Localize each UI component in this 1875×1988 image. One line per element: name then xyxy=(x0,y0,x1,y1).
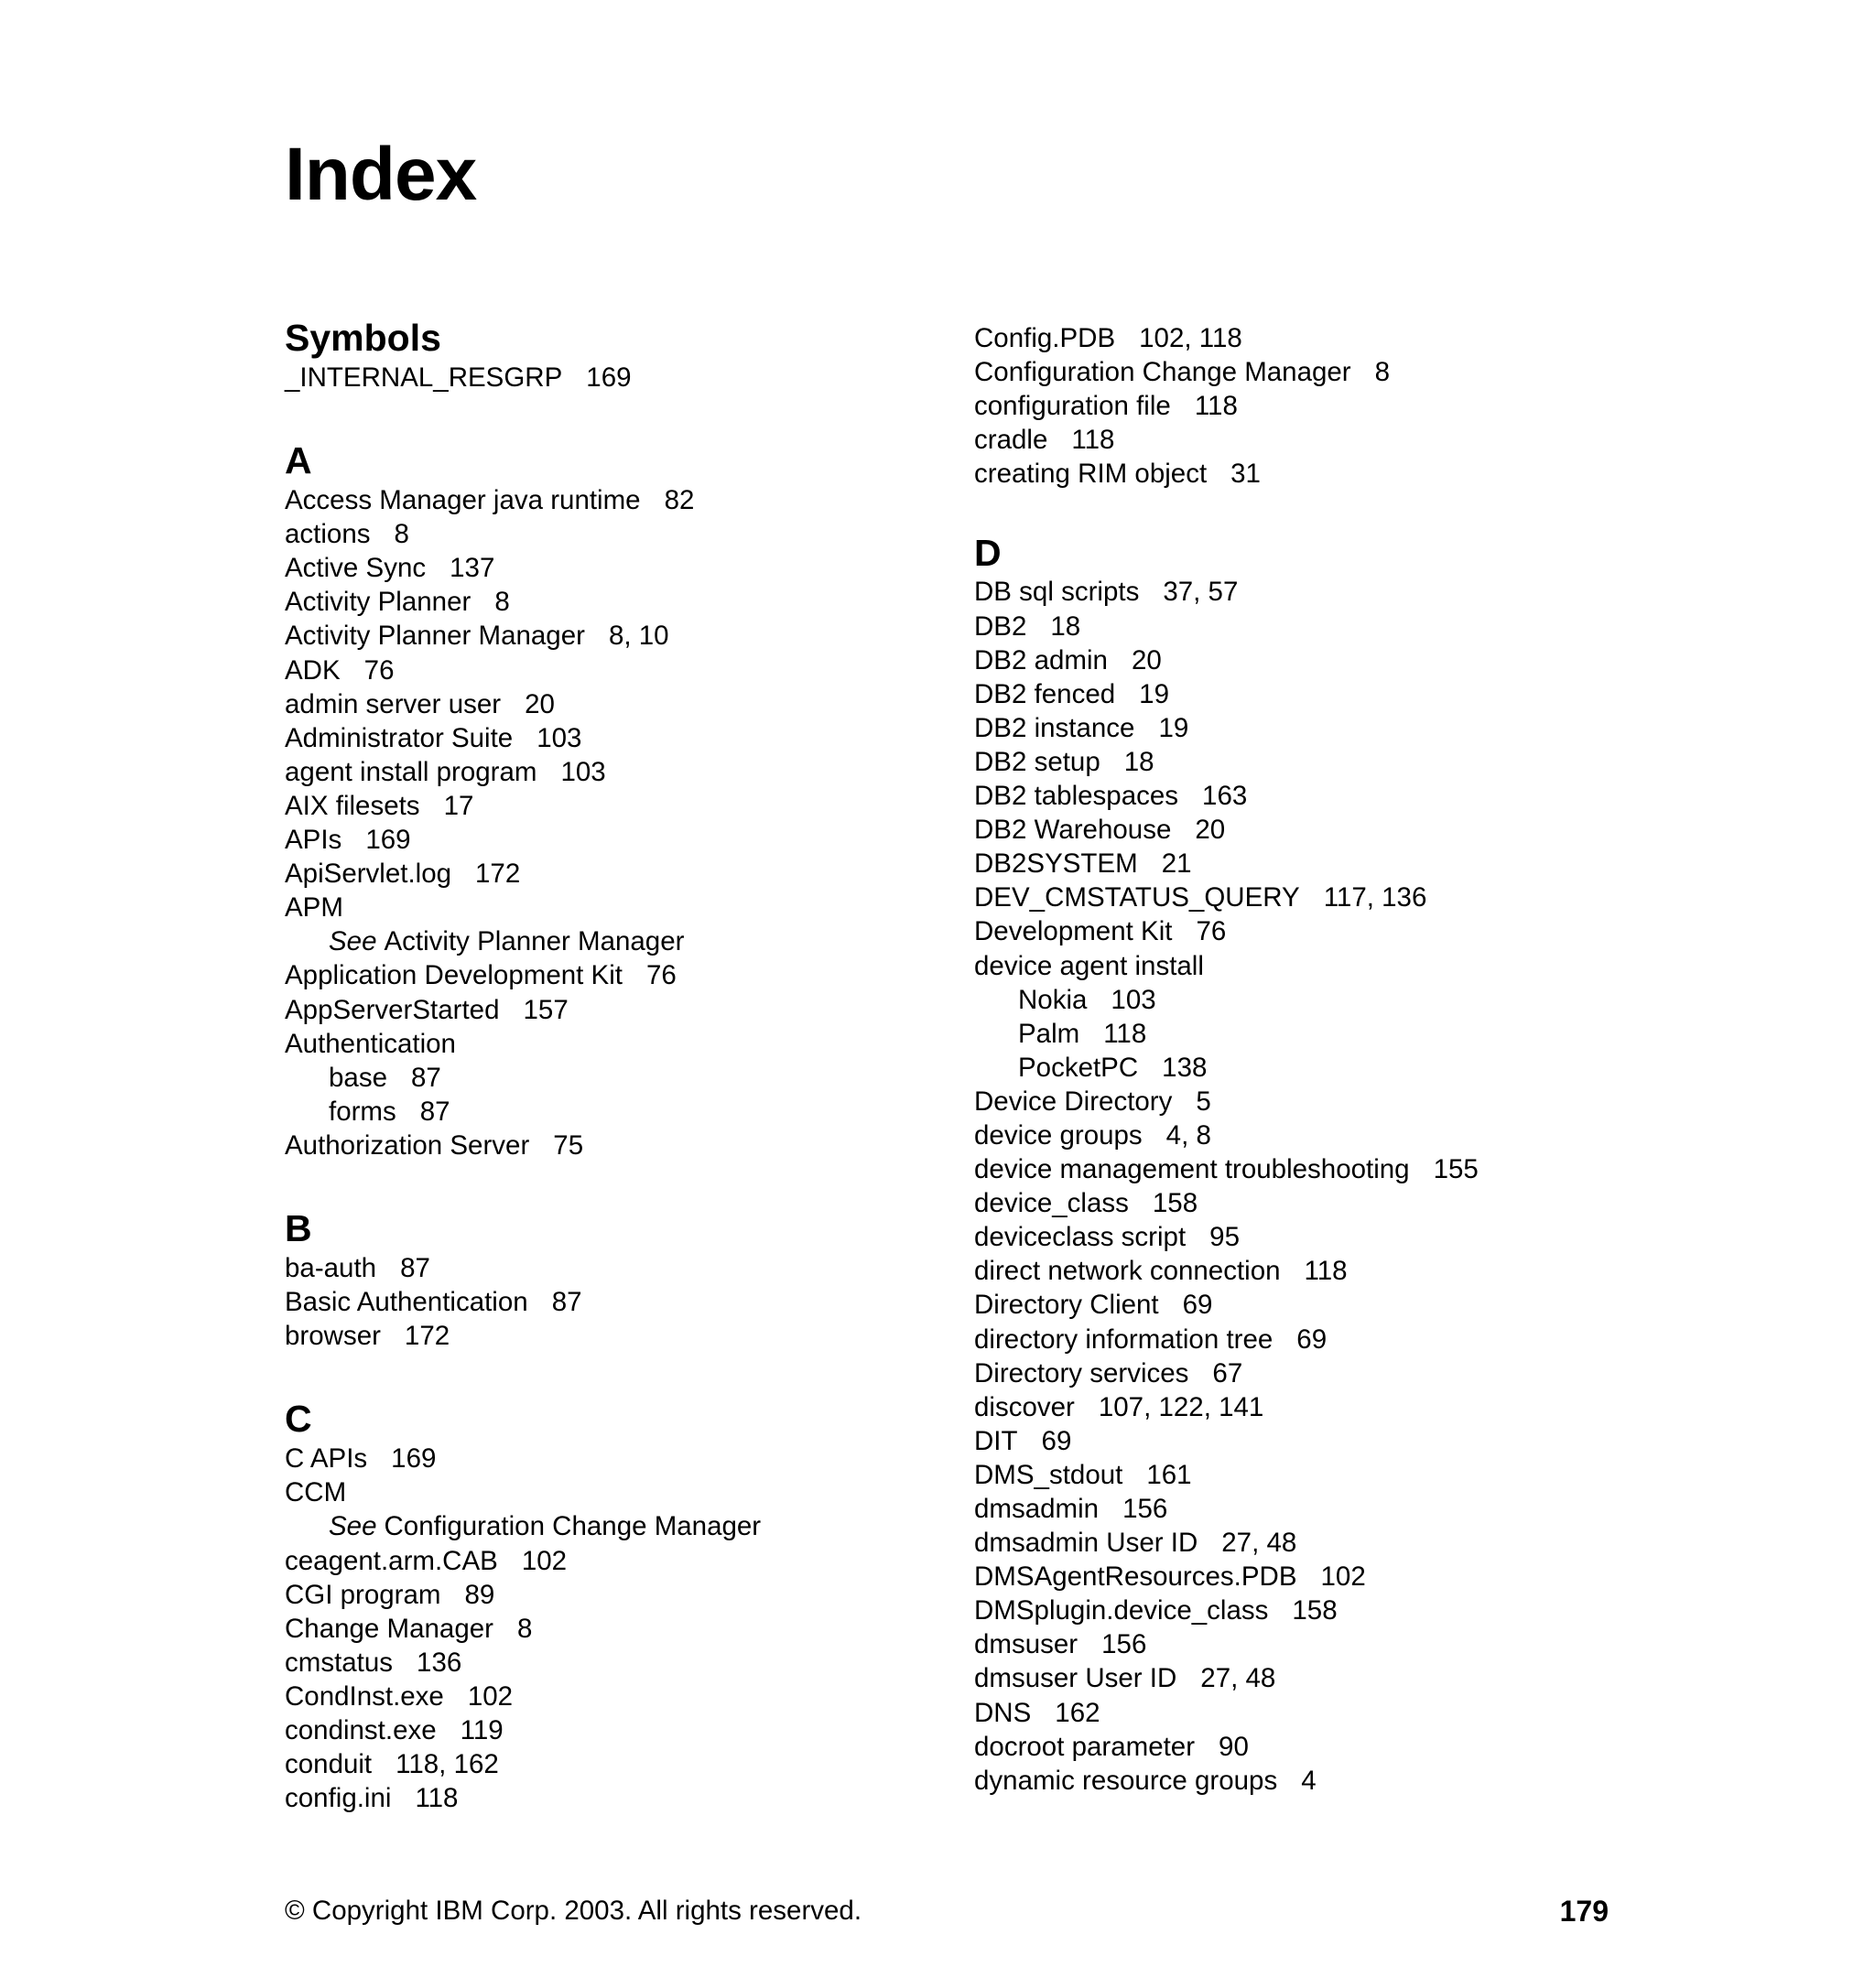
index-entry xyxy=(974,1764,1633,1798)
index-section-heading: Symbols xyxy=(285,317,441,359)
index-entry xyxy=(974,1118,1633,1152)
index-entry xyxy=(974,1390,1633,1424)
index-entry xyxy=(285,1475,953,1509)
index-page-numbers: 118 xyxy=(1071,425,1115,456)
index-term: actions xyxy=(285,519,371,550)
index-section-heading: C xyxy=(285,1398,312,1441)
index-page-numbers: 169 xyxy=(586,362,632,393)
index-page-numbers: 161 xyxy=(1146,1459,1192,1490)
index-page-numbers: 118 xyxy=(415,1783,459,1814)
index-entry xyxy=(974,1220,1633,1254)
index-section xyxy=(974,532,1633,1797)
index-entry xyxy=(974,745,1633,779)
index-page-numbers: 8 xyxy=(494,587,510,618)
index-entry xyxy=(285,1781,953,1815)
index-subentry xyxy=(285,1061,953,1095)
index-entry xyxy=(974,1661,1633,1695)
index-page-numbers: 20 xyxy=(1131,644,1162,675)
index-term: ADK xyxy=(285,654,341,686)
index-entry xyxy=(285,687,953,721)
index-column-right xyxy=(974,315,1633,1841)
index-page-numbers: 102 xyxy=(521,1545,568,1576)
index-term: Application Development Kit xyxy=(285,960,623,991)
index-term: DIT xyxy=(974,1425,1018,1456)
index-page-numbers: 102 xyxy=(467,1680,514,1712)
index-column-left xyxy=(285,315,953,1858)
index-term: DMS_stdout xyxy=(974,1459,1123,1490)
index-page-numbers: 67 xyxy=(1212,1357,1243,1388)
index-term: conduit xyxy=(285,1749,373,1780)
index-section xyxy=(285,438,953,1162)
index-entry xyxy=(974,355,1633,389)
index-page-numbers: 8 xyxy=(516,1613,533,1644)
index-page-numbers: 20 xyxy=(1195,815,1226,846)
index-entry xyxy=(285,721,953,755)
index-term: DB2 xyxy=(974,610,1027,642)
index-term: APIs xyxy=(285,825,342,856)
index-section xyxy=(285,315,953,394)
index-page-numbers: 155 xyxy=(1433,1154,1479,1185)
index-page-numbers: 158 xyxy=(1292,1595,1338,1626)
index-page-numbers: 8 xyxy=(1374,357,1391,388)
index-term: direct network connection xyxy=(974,1256,1281,1287)
index-term: CGI program xyxy=(285,1579,441,1610)
index-page-numbers: 76 xyxy=(1196,916,1227,947)
index-page-numbers: 76 xyxy=(363,654,395,686)
index-page-numbers: 103 xyxy=(536,722,582,753)
index-term: Configuration Change Manager xyxy=(384,1511,762,1542)
index-term: AppServerStarted xyxy=(285,994,500,1025)
index-term: configuration file xyxy=(974,391,1171,422)
index-page-numbers: 162 xyxy=(1055,1697,1100,1728)
index-page-numbers: 87 xyxy=(551,1287,582,1318)
index-term: DNS xyxy=(974,1697,1032,1728)
index-page-numbers: 27, 48 xyxy=(1221,1528,1297,1559)
index-entry xyxy=(285,1578,953,1612)
index-page-numbers: 4, 8 xyxy=(1165,1119,1211,1151)
index-entry xyxy=(285,1680,953,1713)
index-page-numbers: 172 xyxy=(404,1321,450,1352)
index-term: forms xyxy=(329,1096,396,1127)
index-term: C APIs xyxy=(285,1443,368,1475)
index-term: Directory services xyxy=(974,1357,1189,1388)
index-entry xyxy=(285,1646,953,1680)
index-page-numbers: 8, 10 xyxy=(608,621,669,652)
index-entry xyxy=(285,993,953,1027)
index-term: DB2 fenced xyxy=(974,678,1116,709)
index-page-numbers: 137 xyxy=(450,553,495,584)
index-term: dmsadmin xyxy=(974,1494,1100,1524)
index-term: _INTERNAL_RESGRP xyxy=(285,362,563,393)
index-subentry xyxy=(974,983,1633,1017)
index-entry xyxy=(285,1544,953,1578)
index-entry xyxy=(974,677,1633,711)
index-page-numbers: 118 xyxy=(1194,391,1238,422)
index-term: PocketPC xyxy=(1018,1052,1139,1083)
index-entry xyxy=(285,823,953,857)
index-page-numbers: 87 xyxy=(400,1252,430,1283)
index-page-numbers: 118 xyxy=(1103,1018,1147,1049)
index-term: deviceclass script xyxy=(974,1222,1187,1253)
index-entry xyxy=(974,1356,1633,1390)
index-term: condinst.exe xyxy=(285,1715,437,1745)
index-page-numbers: 20 xyxy=(525,688,555,719)
index-page-numbers: 69 xyxy=(1041,1425,1072,1456)
index-term: device groups xyxy=(974,1119,1143,1151)
index-term: CCM xyxy=(285,1477,347,1508)
index-page-numbers: 19 xyxy=(1139,678,1169,709)
index-entry xyxy=(974,610,1633,643)
index-entry xyxy=(285,1285,953,1319)
index-entry xyxy=(285,517,953,551)
index-entry xyxy=(285,1319,953,1353)
index-entry xyxy=(285,1713,953,1747)
index-term: DB2 setup xyxy=(974,746,1100,777)
index-term: Directory Client xyxy=(974,1290,1159,1321)
index-term: DB sql scripts xyxy=(974,577,1140,608)
index-term: directory information tree xyxy=(974,1324,1273,1355)
index-entry xyxy=(285,857,953,891)
index-term: discover xyxy=(974,1391,1075,1422)
index-entry xyxy=(285,1251,953,1285)
index-entry xyxy=(974,1288,1633,1322)
index-page-numbers: 103 xyxy=(560,756,606,787)
index-entry xyxy=(974,1323,1633,1356)
index-page-numbers: 158 xyxy=(1152,1188,1198,1219)
index-section-heading: D xyxy=(974,532,1002,575)
index-subentry xyxy=(974,1017,1633,1051)
index-entry xyxy=(974,1254,1633,1288)
index-entry xyxy=(974,1186,1633,1220)
index-section-heading: A xyxy=(285,439,312,482)
index-term: Authorization Server xyxy=(285,1129,530,1161)
index-term: Authentication xyxy=(285,1028,456,1059)
index-term: Nokia xyxy=(1018,984,1088,1015)
index-page-numbers: 169 xyxy=(365,825,411,856)
index-page-numbers: 107, 122, 141 xyxy=(1098,1391,1264,1422)
index-entry xyxy=(974,389,1633,423)
index-entry xyxy=(285,958,953,992)
index-page-numbers: 172 xyxy=(475,859,521,890)
index-entry xyxy=(974,779,1633,813)
index-entry xyxy=(285,619,953,653)
index-term: admin server user xyxy=(285,688,502,719)
index-page-numbers: 4 xyxy=(1301,1765,1317,1796)
index-term: Access Manager java runtime xyxy=(285,485,641,516)
index-page-numbers: 119 xyxy=(460,1715,504,1745)
index-page-numbers: 5 xyxy=(1196,1086,1211,1117)
index-term: Device Directory xyxy=(974,1086,1173,1117)
index-page-numbers: 138 xyxy=(1162,1052,1208,1083)
index-term: docroot parameter xyxy=(974,1731,1196,1762)
index-section xyxy=(285,1205,953,1353)
index-subentry xyxy=(285,924,953,958)
index-page-numbers: 21 xyxy=(1161,848,1192,880)
copyright-notice: © Copyright IBM Corp. 2003. All rights reserved. xyxy=(285,1896,862,1926)
index-entry xyxy=(974,1730,1633,1764)
index-entry xyxy=(285,361,953,394)
index-entry xyxy=(974,457,1633,491)
index-page-numbers: 156 xyxy=(1101,1629,1147,1660)
index-entry xyxy=(974,1085,1633,1118)
index-entry xyxy=(285,551,953,585)
index-page-numbers: 156 xyxy=(1122,1494,1168,1524)
index-entry xyxy=(974,321,1633,355)
index-term: Development Kit xyxy=(974,916,1173,947)
index-section-heading: B xyxy=(285,1206,312,1249)
index-entry xyxy=(974,711,1633,745)
index-term: dmsuser User ID xyxy=(974,1663,1177,1694)
index-entry xyxy=(974,1424,1633,1458)
index-term: base xyxy=(329,1062,387,1093)
index-term: creating RIM object xyxy=(974,459,1208,490)
index-term: ceagent.arm.CAB xyxy=(285,1545,498,1576)
index-page-numbers: 8 xyxy=(394,519,409,550)
index-term: cradle xyxy=(974,425,1048,456)
index-page-numbers: 37, 57 xyxy=(1163,577,1239,608)
index-subentry xyxy=(974,1051,1633,1085)
index-term: device_class xyxy=(974,1188,1129,1219)
index-page-numbers: 89 xyxy=(464,1579,495,1610)
index-page-numbers: 102, 118 xyxy=(1139,323,1242,353)
index-term: Basic Authentication xyxy=(285,1287,528,1318)
index-entry xyxy=(974,914,1633,948)
index-entry xyxy=(285,654,953,687)
index-entry xyxy=(285,1747,953,1781)
index-term: Palm xyxy=(1018,1018,1080,1049)
index-term: DEV_CMSTATUS_QUERY xyxy=(974,882,1300,913)
index-page-numbers: 95 xyxy=(1209,1222,1240,1253)
index-page-numbers: 75 xyxy=(553,1129,584,1161)
index-entry xyxy=(974,1627,1633,1661)
index-page-numbers: 18 xyxy=(1123,746,1154,777)
index-page-numbers: 87 xyxy=(410,1062,441,1093)
index-term: CondInst.exe xyxy=(285,1680,444,1712)
index-term: Active Sync xyxy=(285,553,427,584)
index-entry xyxy=(974,1594,1633,1627)
index-term: Activity Planner xyxy=(285,587,471,618)
index-entry xyxy=(974,847,1633,881)
index-entry xyxy=(974,1492,1633,1526)
index-term: DB2SYSTEM xyxy=(974,848,1138,880)
see-reference-label: See xyxy=(329,926,377,957)
index-term: dmsadmin User ID xyxy=(974,1528,1198,1559)
index-page-numbers: 18 xyxy=(1050,610,1081,642)
index-entry xyxy=(974,575,1633,609)
index-term: device management troubleshooting xyxy=(974,1154,1410,1185)
index-term: cmstatus xyxy=(285,1647,394,1678)
index-term: Administrator Suite xyxy=(285,722,514,753)
index-term: device agent install xyxy=(974,950,1204,981)
index-entry xyxy=(974,1526,1633,1560)
index-page-numbers: 103 xyxy=(1111,984,1156,1015)
index-term: dmsuser xyxy=(974,1629,1078,1660)
index-entry xyxy=(285,789,953,823)
index-term: agent install program xyxy=(285,756,537,787)
index-term: DMSAgentResources.PDB xyxy=(974,1561,1297,1593)
index-page-numbers: 19 xyxy=(1158,712,1189,743)
index-entry xyxy=(285,891,953,924)
index-section xyxy=(285,1396,953,1815)
index-page-numbers: 157 xyxy=(523,994,569,1025)
index-entry xyxy=(285,483,953,517)
index-term: ApiServlet.log xyxy=(285,859,452,890)
index-term: dynamic resource groups xyxy=(974,1765,1278,1796)
index-page-numbers: 136 xyxy=(417,1647,462,1678)
index-term: DB2 Warehouse xyxy=(974,815,1172,846)
index-entry xyxy=(974,1152,1633,1186)
index-entry xyxy=(285,585,953,619)
index-page-numbers: 31 xyxy=(1230,459,1261,490)
index-term: Activity Planner Manager xyxy=(285,621,585,652)
index-term: ba-auth xyxy=(285,1252,377,1283)
index-page-numbers: 76 xyxy=(645,960,677,991)
index-entry xyxy=(285,1027,953,1061)
index-page-numbers: 118 xyxy=(1304,1256,1348,1287)
index-page-numbers: 17 xyxy=(443,790,474,821)
index-page-numbers: 27, 48 xyxy=(1200,1663,1276,1694)
index-term: APM xyxy=(285,892,343,924)
index-page-numbers: 169 xyxy=(391,1443,437,1475)
index-continued-entries xyxy=(974,321,1633,491)
index-entry xyxy=(285,1442,953,1475)
index-term: DMSplugin.device_class xyxy=(974,1595,1269,1626)
index-subentry xyxy=(285,1509,953,1543)
page-title: Index xyxy=(285,133,477,216)
index-term: Change Manager xyxy=(285,1613,493,1644)
index-subentry xyxy=(285,1095,953,1129)
index-page-numbers: 87 xyxy=(419,1096,450,1127)
index-entry xyxy=(974,1696,1633,1730)
index-entry xyxy=(974,881,1633,914)
index-term: DB2 admin xyxy=(974,644,1108,675)
index-entry xyxy=(974,949,1633,983)
see-reference-label: See xyxy=(329,1511,377,1542)
index-term: browser xyxy=(285,1321,381,1352)
index-term: DB2 instance xyxy=(974,712,1135,743)
index-entry xyxy=(974,423,1633,457)
index-entry xyxy=(285,1612,953,1646)
index-entry xyxy=(285,1129,953,1162)
index-page-numbers: 102 xyxy=(1320,1561,1366,1593)
index-page-numbers: 118, 162 xyxy=(396,1749,499,1780)
index-page-numbers: 90 xyxy=(1219,1731,1249,1762)
page-number: 179 xyxy=(1559,1895,1609,1928)
index-term: config.ini xyxy=(285,1783,392,1814)
index-term: DB2 tablespaces xyxy=(974,781,1179,812)
index-entry xyxy=(285,755,953,789)
index-term: Config.PDB xyxy=(974,323,1116,353)
index-term: Configuration Change Manager xyxy=(974,357,1351,388)
index-page-numbers: 163 xyxy=(1202,781,1248,812)
index-entry xyxy=(974,1458,1633,1492)
index-page-numbers: 117, 136 xyxy=(1323,882,1427,913)
index-entry xyxy=(974,643,1633,677)
index-page-numbers: 69 xyxy=(1296,1324,1328,1355)
index-term: Activity Planner Manager xyxy=(384,926,685,957)
index-page-numbers: 69 xyxy=(1182,1290,1213,1321)
index-page-numbers: 82 xyxy=(664,485,695,516)
index-entry xyxy=(974,813,1633,847)
index-term: AIX filesets xyxy=(285,790,420,821)
index-entry xyxy=(974,1560,1633,1594)
